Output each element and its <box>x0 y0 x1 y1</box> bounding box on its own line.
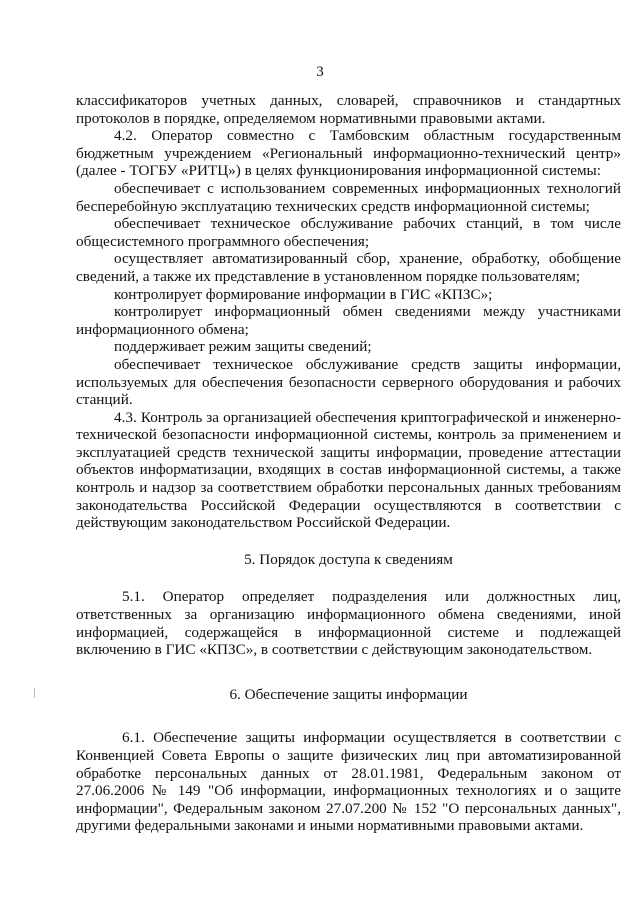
paragraph-6-1: 6.1. Обеспечение защиты информации осуществляется в соответствии с Конвенцией Совета Европы о защите физических лиц при автоматизированной обработке персональных данных от 28.01.1981, Федеральным законом от 27.06.2006 № 149 "Об информации, информационных технологиях и о защите информации", Федеральным законом 27.07.200 № 152 "О персональных данных", другими федеральными законами и иными нормативными правовыми актами. <box>76 729 621 835</box>
margin-mark <box>34 688 35 698</box>
list-item-protection-tools: обеспечивает техническое обслуживание средств защиты информации, используемых для обеспечения безопасности серверного оборудования и рабочих станций. <box>76 355 621 409</box>
list-item-operation: обеспечивает с использованием современных информационных технологий бесперебойную эксплуатацию технических средств информационной системы; <box>76 179 621 215</box>
list-item-maintenance: обеспечивает техническое обслуживание рабочих станций, в том числе общесистемного программного обеспечения; <box>76 215 621 250</box>
document-body <box>76 92 621 835</box>
list-item-protection-mode: поддерживает режим защиты сведений; <box>114 338 372 356</box>
section-6-heading: 6. Обеспечение защиты информации <box>229 685 468 703</box>
paragraph-4-3: 4.3. Контроль за организацией обеспечения криптографической и инженерно-технической безопасности информационной системы, контроль за применением и эксплуатацией средств технической защиты информации, проведение аттестации объектов информатизации, входящих в состав информационной системы, а также контроль и надзор за соответствием обработки персональных данных требованиям законодательства Российской Федерации осуществляются в соответствии с действующим законодательством Российской Федерации. <box>76 408 621 532</box>
list-item-control-exchange: контролирует информационный обмен сведениями между участниками информационного обмена; <box>76 303 621 338</box>
list-item-control-formation: контролирует формирование информации в ГИС «КПЗС»; <box>114 285 493 303</box>
paragraph-5-1: 5.1. Оператор определяет подразделения или должностных лиц, ответственных за организацию информационного обмена сведениями, иной информацией, содержащейся в информационной системе и подлежащей включению в ГИС «КПЗС», в соответствии с действующим законодательством. <box>76 588 621 659</box>
paragraph-4-2: 4.2. Оператор совместно с Тамбовским областным государственным бюджетным учреждением «Региональный информационно-технический центр» (далее - ТОГБУ «РИТЦ») в целях функционирования информационной системы: <box>76 127 621 180</box>
section-5-heading: 5. Порядок доступа к сведениям <box>244 550 453 568</box>
paragraph-continuation: классификаторов учетных данных, словарей, справочников и стандартных протоколов в порядке, определяемом нормативными правовыми актами. <box>76 92 621 127</box>
list-item-collection: осуществляет автоматизированный сбор, хранение, обработку, обобщение сведений, а также их представление в установленном порядке пользователям; <box>76 250 621 285</box>
page-number: 3 <box>316 64 324 80</box>
